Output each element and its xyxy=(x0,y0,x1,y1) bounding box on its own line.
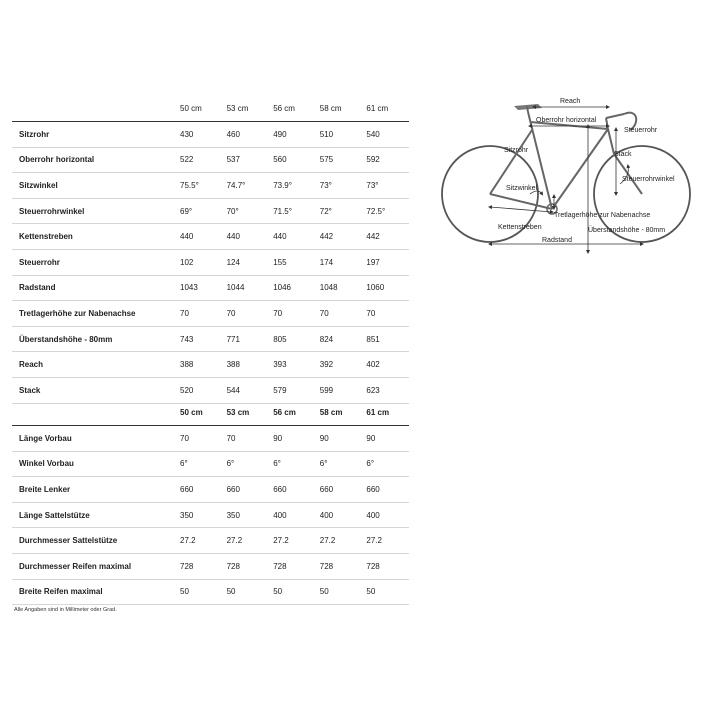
row-label: Radstand xyxy=(19,283,56,293)
table-cell: 490 xyxy=(273,129,287,139)
table-cell: 90 xyxy=(273,433,283,443)
table-cell: 75.5° xyxy=(180,180,199,190)
label-steuerrohrwinkel: Steuerrohrwinkel xyxy=(622,176,675,183)
table-row xyxy=(12,579,409,605)
table-cell: 102 xyxy=(180,257,194,267)
label-sitzwinkel: Sitzwinkel xyxy=(506,185,538,192)
row-label: Länge Sattelstütze xyxy=(19,510,90,520)
components-table xyxy=(12,400,409,605)
table-cell: 393 xyxy=(273,360,287,370)
table-cell: 90 xyxy=(319,433,329,443)
table-cell: 70 xyxy=(226,433,236,443)
table-cell: 575 xyxy=(319,155,334,165)
row-label: Sitzrohr xyxy=(19,129,50,139)
footnote: Alle Angaben sind in Millimeter oder Grad. xyxy=(14,607,117,613)
table-cell: 537 xyxy=(226,155,240,165)
table-row xyxy=(12,528,409,554)
table-cell: 174 xyxy=(319,257,334,267)
table-cell: 660 xyxy=(226,484,240,494)
table-cell: 50 xyxy=(366,587,376,597)
table-cell: 27.2 xyxy=(319,536,336,546)
size-header: 58 cm xyxy=(319,408,343,417)
table-cell: 70 xyxy=(273,308,283,318)
label-tretlager: Tretlagerhöhe zur Nabenachse xyxy=(554,212,651,219)
table-row xyxy=(12,553,409,579)
table-row xyxy=(12,352,409,378)
row-label: Steuerrohr xyxy=(19,257,60,267)
table-cell: 520 xyxy=(180,385,194,395)
row-label: Breite Lenker xyxy=(19,484,71,494)
row-label: Breite Reifen maximal xyxy=(19,587,103,597)
table-cell: 400 xyxy=(273,510,287,520)
table-cell: 440 xyxy=(226,232,240,242)
geometry-header-label xyxy=(12,96,176,122)
row-label: Tretlagerhöhe zur Nabenachse xyxy=(19,308,136,318)
size-header: 56 cm xyxy=(273,104,295,113)
table-cell: 728 xyxy=(319,561,334,571)
table-row xyxy=(12,122,409,148)
table-cell: 27.2 xyxy=(180,536,196,546)
table-cell: 6° xyxy=(366,459,375,469)
table-cell: 728 xyxy=(273,561,287,571)
table-cell: 400 xyxy=(366,510,380,520)
label-ueberstand: Überstandshöhe - 80mm xyxy=(588,227,666,234)
table-cell: 71.5° xyxy=(273,206,292,216)
table-cell: 72.5° xyxy=(366,206,386,216)
row-label: Durchmesser Sattelstütze xyxy=(19,536,118,546)
size-header: 58 cm xyxy=(319,104,342,113)
table-cell: 197 xyxy=(366,257,380,267)
table-cell: 73° xyxy=(319,180,332,190)
table-cell: 73° xyxy=(366,180,379,190)
table-cell: 510 xyxy=(319,129,334,139)
size-header: 50 cm xyxy=(180,104,202,113)
table-row xyxy=(12,451,409,477)
table-cell: 728 xyxy=(180,561,194,571)
table-cell: 70 xyxy=(366,308,376,318)
label-steuerrohr: Steuerrohr xyxy=(624,127,658,134)
table-cell: 74.7° xyxy=(226,180,246,190)
size-header: 61 cm xyxy=(366,104,389,113)
table-row xyxy=(12,275,409,301)
table-cell: 1044 xyxy=(226,283,245,293)
table-cell: 728 xyxy=(366,561,380,571)
label-sitzrohr: Sitzrohr xyxy=(504,147,529,154)
size-header: 61 cm xyxy=(366,408,390,417)
table-cell: 851 xyxy=(366,334,380,344)
table-cell: 350 xyxy=(226,510,240,520)
table-cell: 70 xyxy=(180,308,189,318)
table-cell: 90 xyxy=(366,433,376,443)
label-radstand: Radstand xyxy=(542,237,572,244)
table-row xyxy=(12,502,409,528)
table-cell: 460 xyxy=(226,129,240,139)
geometry-table xyxy=(12,96,409,404)
table-cell: 540 xyxy=(366,129,380,139)
table-cell: 124 xyxy=(226,257,240,267)
table-cell: 440 xyxy=(180,232,194,242)
table-cell: 1043 xyxy=(180,283,198,293)
geometry-header-row xyxy=(12,96,409,122)
label-kettenstreben: Kettenstreben xyxy=(498,224,542,231)
size-header: 53 cm xyxy=(226,408,250,417)
table-cell: 155 xyxy=(273,257,287,267)
table-cell: 522 xyxy=(180,155,194,165)
table-cell: 660 xyxy=(366,484,380,494)
table-cell: 592 xyxy=(366,155,380,165)
table-cell: 400 xyxy=(319,510,334,520)
row-label: Kettenstreben xyxy=(19,232,73,242)
table-cell: 70 xyxy=(226,308,236,318)
table-row xyxy=(12,147,409,173)
table-cell: 1048 xyxy=(319,283,338,293)
table-cell: 70 xyxy=(319,308,329,318)
table-cell: 660 xyxy=(180,484,194,494)
table-row xyxy=(12,224,409,250)
table-cell: 1046 xyxy=(273,283,291,293)
table-row xyxy=(12,198,409,224)
table-cell: 6° xyxy=(319,459,328,469)
row-label: Oberrohr horizontal xyxy=(19,155,95,165)
table-cell: 660 xyxy=(273,484,287,494)
table-cell: 623 xyxy=(366,385,380,395)
table-cell: 50 xyxy=(180,587,189,597)
table-cell: 743 xyxy=(180,334,194,344)
table-cell: 824 xyxy=(319,334,334,344)
table-cell: 1060 xyxy=(366,283,385,293)
table-row xyxy=(12,426,409,452)
table-row xyxy=(12,301,409,327)
table-row xyxy=(12,477,409,503)
table-cell: 392 xyxy=(319,360,334,370)
frame-icon xyxy=(490,112,642,209)
row-label: Durchmesser Reifen maximal xyxy=(19,561,132,571)
table-cell: 402 xyxy=(366,360,380,370)
row-label: Länge Vorbau xyxy=(19,433,72,443)
table-cell: 6° xyxy=(180,459,188,469)
table-cell: 442 xyxy=(366,232,380,242)
table-cell: 388 xyxy=(226,360,240,370)
table-cell: 544 xyxy=(226,385,240,395)
size-header: 53 cm xyxy=(226,104,249,113)
components-header-row xyxy=(12,400,409,426)
row-label: Steuerrohrwinkel xyxy=(19,206,85,216)
label-stack: Stack xyxy=(614,151,632,158)
row-label: Überstandshöhe - 80mm xyxy=(19,334,113,344)
size-header: 50 cm xyxy=(180,408,203,417)
components-header-label xyxy=(12,400,176,426)
table-cell: 6° xyxy=(226,459,235,469)
table-row xyxy=(12,326,409,352)
table-cell: 73.9° xyxy=(273,180,292,190)
table-cell: 440 xyxy=(273,232,287,242)
table-cell: 50 xyxy=(319,587,329,597)
table-cell: 579 xyxy=(273,385,287,395)
table-row xyxy=(12,249,409,275)
table-cell: 660 xyxy=(319,484,334,494)
label-reach: Reach xyxy=(560,98,581,105)
table-cell: 72° xyxy=(319,206,332,216)
table-cell: 27.2 xyxy=(273,536,289,546)
table-cell: 50 xyxy=(273,587,283,597)
table-cell: 771 xyxy=(226,334,240,344)
table-cell: 430 xyxy=(180,129,194,139)
table-cell: 805 xyxy=(273,334,287,344)
table-cell: 728 xyxy=(226,561,240,571)
row-label: Winkel Vorbau xyxy=(19,459,74,469)
size-header: 56 cm xyxy=(273,408,296,417)
bike-geometry-diagram xyxy=(430,84,710,264)
table-cell: 350 xyxy=(180,510,194,520)
table-row xyxy=(12,173,409,199)
table-cell: 27.2 xyxy=(226,536,243,546)
row-label: Sitzwinkel xyxy=(19,180,58,190)
table-cell: 70 xyxy=(180,433,189,443)
table-cell: 50 xyxy=(226,587,236,597)
row-label: Reach xyxy=(19,360,44,370)
table-cell: 560 xyxy=(273,155,287,165)
table-cell: 70° xyxy=(226,206,239,216)
table-cell: 599 xyxy=(319,385,334,395)
label-oberrohr: Oberrohr horizontal xyxy=(536,117,597,124)
row-label: Stack xyxy=(19,385,41,395)
table-cell: 6° xyxy=(273,459,281,469)
table-cell: 69° xyxy=(180,206,193,216)
table-cell: 388 xyxy=(180,360,194,370)
table-cell: 27.2 xyxy=(366,536,382,546)
table-cell: 442 xyxy=(319,232,334,242)
